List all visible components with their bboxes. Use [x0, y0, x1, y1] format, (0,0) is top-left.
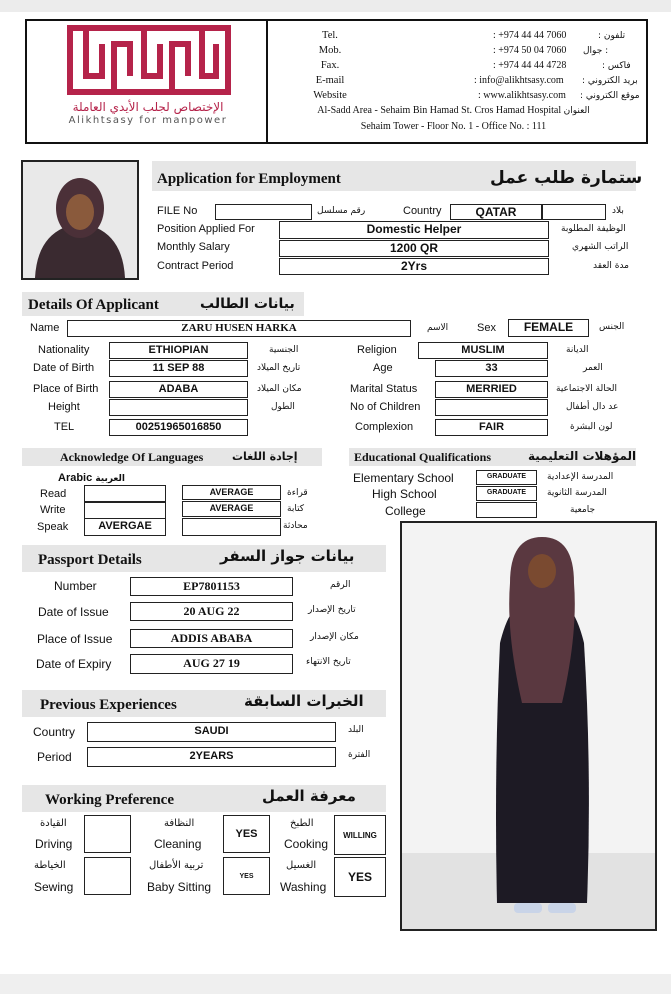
pob-label: Place of Birth	[33, 383, 99, 395]
college-field[interactable]	[476, 502, 537, 518]
children-label-ar: عد دال أطفال	[566, 402, 619, 412]
children-field[interactable]	[435, 399, 548, 416]
file-no-label-ar: رقم مسلسل	[317, 206, 366, 216]
salary-label-ar: الراتب الشهري	[572, 242, 629, 252]
issue-place-label-ar: مكان الإصدار	[310, 632, 359, 642]
read-english-field[interactable]: AVERAGE	[182, 485, 281, 500]
exp-period-label-ar: الفترة	[348, 750, 371, 760]
email-value: : info@alikhtsasy.com	[474, 75, 564, 86]
speak-label: Speak	[37, 521, 69, 533]
speak-arabic-field[interactable]: AVERGAE	[84, 518, 166, 536]
high-school-label-ar: المدرسة الثانوية	[547, 488, 607, 498]
passport-number-label-ar: الرقم	[330, 580, 351, 590]
expiry-field[interactable]: AUG 27 19	[130, 654, 293, 674]
washing-box[interactable]: YES	[334, 857, 386, 897]
country-label: Country	[403, 205, 442, 217]
height-label: Height	[48, 401, 80, 413]
application-title-ar: ستمارة طلب عمل	[490, 168, 643, 188]
age-label-ar: العمر	[583, 363, 603, 373]
exp-period-field[interactable]: 2YEARS	[87, 747, 336, 767]
application-title: Application for Employment	[157, 171, 341, 187]
position-field[interactable]: Domestic Helper	[279, 221, 549, 239]
website-label: Website	[313, 90, 347, 101]
speak-english-field[interactable]	[182, 518, 281, 536]
nationality-field[interactable]: ETHIOPIAN	[109, 342, 248, 359]
dob-label-ar: تاريخ الميلاد	[257, 363, 301, 373]
contract-label: Contract Period	[157, 260, 234, 272]
file-no-label: FILE No	[157, 205, 198, 217]
exp-country-label-ar: البلد	[348, 725, 364, 735]
sex-label: Sex	[477, 322, 496, 334]
preference-title-ar: معرفة العمل	[262, 787, 356, 805]
cooking-box[interactable]: WILLING	[334, 815, 386, 855]
exp-period-label: Period	[37, 750, 72, 764]
children-label: No of Children	[350, 401, 421, 413]
expiry-label-ar: تاريخ الانتهاء	[306, 657, 351, 667]
tel-field[interactable]: 00251965016850	[109, 419, 248, 436]
mob-label: Mob.	[318, 45, 342, 56]
sewing-label: Sewing	[34, 880, 74, 894]
religion-label: Religion	[357, 344, 397, 356]
write-label: Write	[40, 504, 66, 516]
cleaning-label-ar: النظافة	[164, 818, 195, 829]
position-label: Position Applied For	[157, 223, 255, 235]
college-label: College	[385, 504, 426, 518]
complexion-label: Complexion	[355, 421, 414, 433]
passport-number-field[interactable]: EP7801153	[130, 577, 293, 596]
bottom-band	[0, 974, 671, 994]
file-no-field[interactable]	[215, 204, 312, 220]
company-logo	[66, 24, 232, 96]
name-label-ar: الاسم	[427, 323, 449, 333]
dob-field[interactable]: 11 SEP 88	[109, 360, 248, 377]
company-name-en: Alikhtsasy for manpower	[68, 115, 228, 126]
sewing-label-ar: الخياطة	[34, 860, 66, 871]
nationality-label-ar: الجنسية	[269, 345, 299, 355]
age-field[interactable]: 33	[435, 360, 548, 377]
driving-label-ar: القيادة	[40, 818, 67, 829]
exp-country-field[interactable]: SAUDI	[87, 722, 336, 742]
cleaning-box[interactable]: YES	[223, 815, 270, 853]
passport-title: Passport Details	[38, 552, 142, 568]
country-field-extra[interactable]	[542, 204, 606, 220]
address-line-2: Sehaim Tower - Floor No. 1 - Office No. : 111	[360, 121, 547, 132]
tel-label: Tel.	[322, 30, 338, 41]
cooking-label: Cooking	[284, 837, 329, 851]
country-label-ar: بلاد	[612, 206, 624, 216]
read-label-ar: قراءة	[287, 488, 308, 498]
washing-label-ar: الغسيل	[286, 860, 317, 871]
height-field[interactable]	[109, 399, 248, 416]
college-label-ar: جامعية	[570, 505, 596, 515]
complexion-label-ar: لون البشرة	[570, 422, 613, 432]
email-label: E-mail	[315, 75, 345, 86]
arabic-col-label: Arabic العربية	[58, 472, 125, 484]
height-label-ar: الطول	[271, 402, 295, 412]
languages-title-ar: إجادة اللغات	[232, 450, 298, 463]
tel-field-label: TEL	[54, 421, 75, 433]
sewing-box[interactable]	[84, 857, 131, 895]
pob-field[interactable]: ADABA	[109, 381, 248, 398]
mob-value: : +974 50 04 7060	[493, 45, 567, 56]
high-school-field[interactable]: GRADUATE	[476, 486, 537, 501]
country-field[interactable]: QATAR	[450, 204, 542, 220]
salary-field[interactable]: 1200 QR	[279, 240, 549, 257]
applicant-portrait-photo	[21, 160, 139, 280]
driving-box[interactable]	[84, 815, 131, 853]
cooking-label-ar: الطبخ	[290, 818, 314, 829]
complexion-field[interactable]: FAIR	[435, 419, 548, 436]
religion-field[interactable]: MUSLIM	[418, 342, 548, 359]
elementary-field[interactable]: GRADUATE	[476, 470, 537, 485]
issue-date-label: Date of Issue	[38, 605, 109, 619]
issue-place-field[interactable]: ADDIS ABABA	[130, 629, 293, 648]
nationality-label: Nationality	[38, 344, 90, 356]
education-title-ar: المؤهلات التعليمية	[528, 449, 637, 463]
high-school-label: High School	[372, 487, 437, 501]
sex-field[interactable]: FEMALE	[508, 319, 589, 337]
read-arabic-field[interactable]	[84, 485, 166, 502]
applicant-title-ar: بيانات الطالب	[200, 296, 295, 312]
passport-number-label: Number	[54, 579, 97, 593]
fax-label: Fax.	[320, 60, 340, 71]
applicant-title: Details Of Applicant	[28, 297, 159, 313]
passport-title-ar: بيانات جواز السفر	[220, 547, 355, 565]
contract-field[interactable]: 2Yrs	[279, 258, 549, 275]
experience-title-ar: الخبرات السابقة	[244, 692, 364, 710]
read-label: Read	[40, 488, 67, 500]
name-field[interactable]: ZARU HUSEN HARKA	[67, 320, 411, 337]
washing-label: Washing	[280, 880, 327, 894]
cleaning-label: Cleaning	[154, 837, 202, 851]
education-title: Educational Qualifications	[354, 450, 492, 464]
mob-label-ar: : جوال	[583, 46, 609, 56]
arabic-col-label-ar: العربية	[95, 474, 125, 484]
sex-label-ar: الجنس	[599, 322, 625, 332]
tel-value: : +974 44 44 7060	[493, 30, 567, 41]
position-label-ar: الوظيفة المطلوبة	[561, 224, 626, 234]
marital-field[interactable]: MERRIED	[435, 381, 548, 398]
expiry-label: Date of Expiry	[36, 657, 112, 671]
company-tagline-ar: الإختصاص لجلب الأيدي العاملة	[72, 100, 224, 114]
driving-label: Driving	[35, 837, 73, 851]
name-label: Name	[30, 322, 60, 334]
baby-label: Baby Sitting	[147, 880, 212, 894]
address-line-1: Al-Sadd Area - Sehaim Bin Hamad St. Cros Hamad Hospital العنوان	[317, 105, 590, 116]
exp-country-label: Country	[33, 725, 76, 739]
languages-title: Acknowledge Of Languages	[60, 450, 204, 464]
contract-label-ar: مدة العقد	[593, 261, 629, 271]
write-label-ar: كتابة	[287, 504, 305, 514]
website-label-ar: موقع الكتروني :	[580, 91, 640, 101]
address-label-ar: العنوان	[563, 106, 590, 116]
top-band	[0, 0, 671, 12]
tel-label-ar: تلفون :	[598, 31, 626, 41]
speak-label-ar: محادثة	[283, 521, 308, 531]
marital-label-ar: الحالة الاجتماعية	[556, 384, 617, 394]
issue-place-label: Place of Issue	[37, 632, 113, 646]
salary-label: Monthly Salary	[157, 241, 230, 253]
baby-label-ar: تربية الأطفال	[149, 860, 204, 871]
dob-label: Date of Birth	[33, 362, 95, 374]
issue-date-label-ar: تاريخ الإصدار	[308, 605, 356, 615]
write-arabic-field[interactable]	[84, 502, 166, 519]
preference-title: Working Preference	[45, 792, 174, 808]
age-label: Age	[373, 362, 393, 374]
pob-label-ar: مكان الميلاد	[257, 384, 302, 394]
fax-value: : +974 44 44 4728	[493, 60, 567, 71]
write-english-field[interactable]: AVERAGE	[182, 501, 281, 517]
issue-date-field[interactable]: 20 AUG 22	[130, 602, 293, 621]
baby-box[interactable]: YES	[223, 857, 270, 895]
email-label-ar: بريد الكتروني :	[582, 76, 638, 86]
elementary-label-ar: المدرسة الإعدادية	[547, 472, 614, 482]
applicant-full-photo	[400, 521, 657, 931]
marital-label: Marital Status	[350, 383, 418, 395]
fax-label-ar: فاكس :	[602, 61, 631, 71]
religion-label-ar: الديانة	[566, 345, 589, 355]
elementary-label: Elementary School	[353, 471, 454, 485]
experience-title: Previous Experiences	[40, 697, 177, 713]
website-value: : www.alikhtsasy.com	[478, 90, 566, 101]
